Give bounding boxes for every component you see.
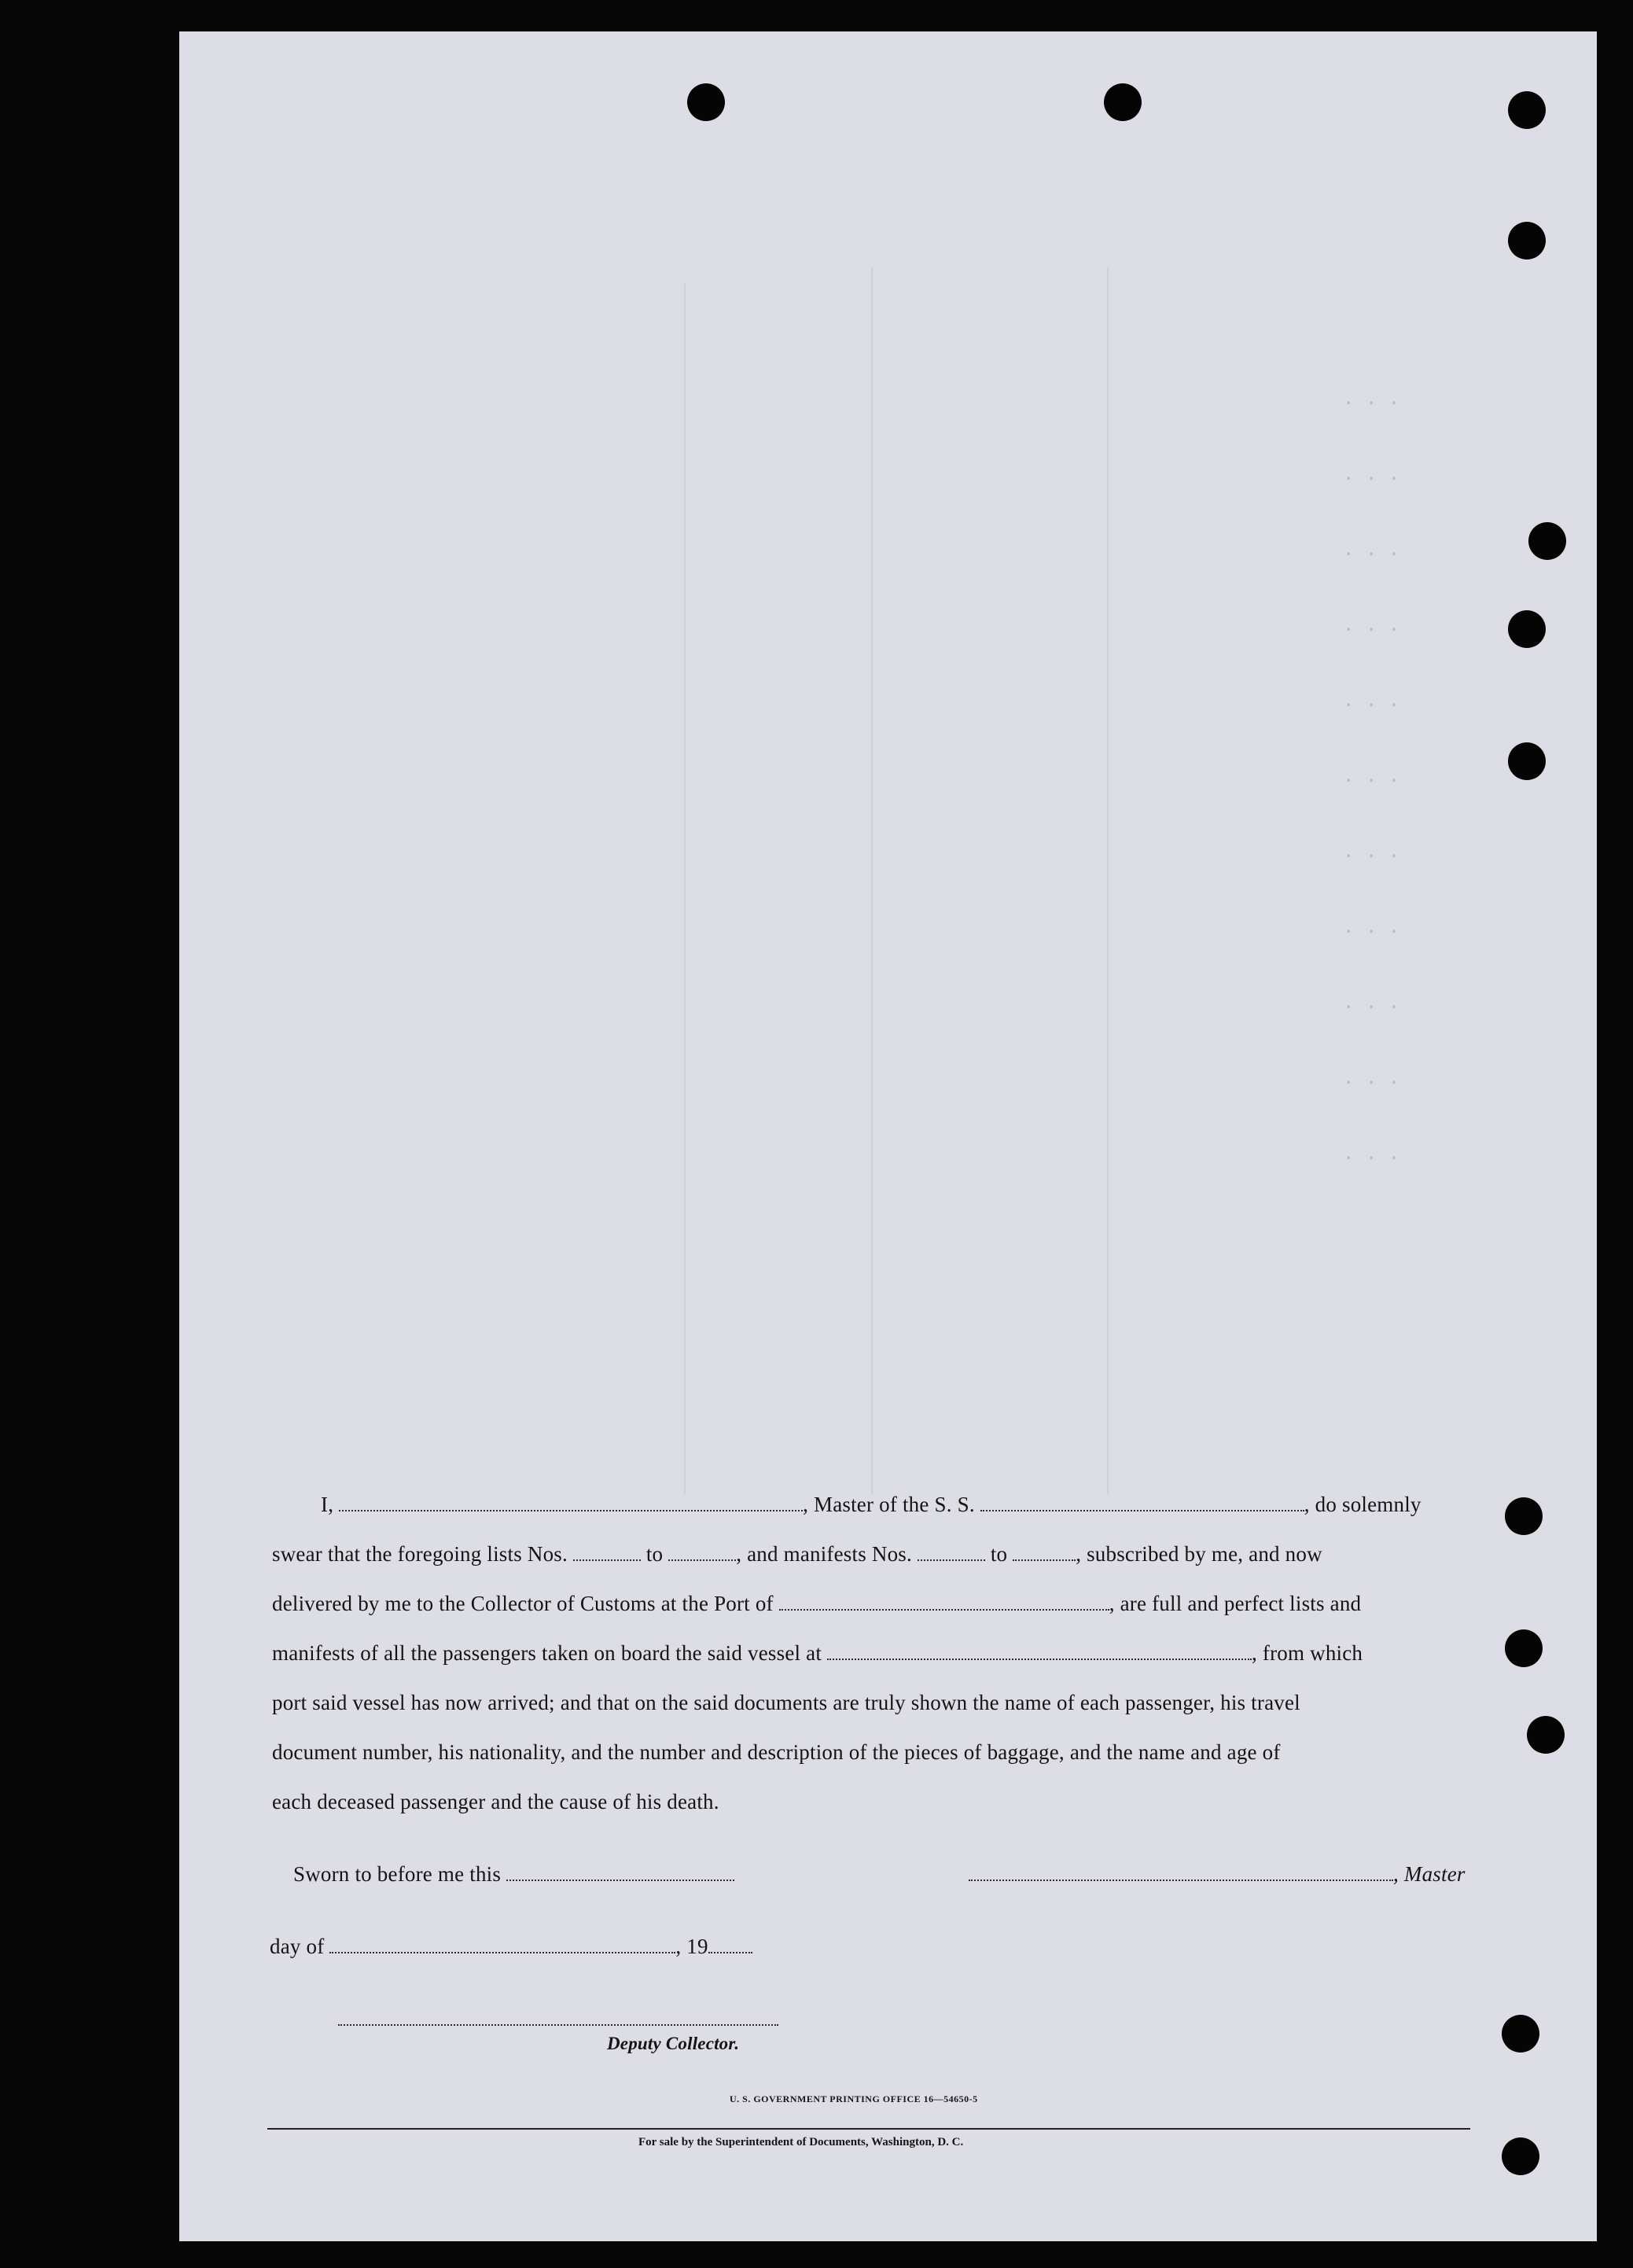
punch-hole (1502, 2015, 1539, 2053)
port-blank (779, 1593, 1109, 1611)
bleed-through-text: . . . (1343, 1066, 1400, 1088)
master-name-blank (339, 1494, 803, 1511)
punch-hole (1508, 742, 1546, 780)
oath-line-2 (272, 1542, 1322, 1567)
bleed-through-text: . . . (1343, 991, 1400, 1013)
bleed-through-text: . . . (1343, 915, 1400, 937)
footer-text: For sale by the Superintendent of Documents, Washington, D. C. (638, 2136, 964, 2148)
master-signature-line (969, 1862, 1466, 1887)
bleed-through-text: . . . (1343, 462, 1400, 484)
bleed-through-text: . . . (1343, 387, 1400, 409)
oath-full-perfect: , are full and perfect lists and (1109, 1592, 1362, 1615)
punch-hole (1502, 2137, 1539, 2175)
sworn-label: Sworn to before me this (293, 1862, 502, 1886)
printing-office-imprint: U. S. GOVERNMENT PRINTING OFFICE 16—54650-5 (730, 2093, 978, 2104)
punch-hole (1508, 610, 1546, 648)
bleed-through-text: . . . (1343, 613, 1400, 635)
footer-rule (267, 2128, 1470, 2130)
oath-line-6: document number, his nationality, and the number and description of the pieces of baggage, and the name and age of (272, 1740, 1281, 1764)
deputy-signature-blank (338, 2024, 778, 2026)
oath-master-of: , Master of the S. S. (803, 1493, 975, 1516)
oath-do-solemnly: , do solemnly (1304, 1493, 1422, 1516)
oath-line-1 (321, 1493, 1422, 1517)
oath-line-3 (272, 1592, 1361, 1616)
punch-hole (1104, 83, 1142, 121)
sworn-line (293, 1862, 734, 1887)
year-blank (708, 1936, 752, 1953)
oath-from-which: , from which (1252, 1641, 1363, 1665)
bleed-through-column-line (684, 283, 686, 1494)
oath-swear: swear that the foregoing lists Nos. (272, 1542, 568, 1566)
oath-delivered: delivered by me to the Collector of Customs at the Port of (272, 1592, 774, 1615)
year-label: , 19 (675, 1935, 708, 1958)
oath-line-5: port said vessel has now arrived; and that on the said documents are truly shown the name of each passenger, his travel (272, 1691, 1300, 1714)
manifests-to-blank (1013, 1544, 1076, 1561)
ship-name-blank (980, 1494, 1304, 1511)
oath-subscribed: , subscribed by me, and now (1076, 1542, 1322, 1566)
oath-manifests: , and manifests Nos. (736, 1542, 912, 1566)
sworn-date-blank (506, 1864, 734, 1881)
oath-to: to (645, 1542, 664, 1566)
bleed-through-column-line (1107, 267, 1109, 1494)
master-signature-blank (969, 1864, 1393, 1881)
bleed-through-column-line (871, 267, 873, 1494)
lists-from-blank (573, 1544, 641, 1561)
embarkation-port-blank (827, 1643, 1252, 1660)
oath-line-4 (272, 1641, 1363, 1666)
bleed-through-text: . . . (1343, 538, 1400, 560)
document-page (179, 31, 1597, 2241)
oath-i: I, (321, 1493, 334, 1516)
punch-hole (1527, 1716, 1565, 1754)
punch-hole (1505, 1629, 1543, 1667)
oath-to-2: to (990, 1542, 1008, 1566)
deputy-collector-label: Deputy Collector. (607, 2034, 740, 2053)
bleed-through-text: . . . (1343, 840, 1400, 862)
punch-hole (1505, 1497, 1543, 1535)
punch-hole (1508, 91, 1546, 129)
bleed-through-text: . . . (1343, 1142, 1400, 1164)
punch-hole (1508, 222, 1546, 260)
manifests-from-blank (918, 1544, 985, 1561)
month-blank (329, 1936, 675, 1953)
punch-hole (1528, 522, 1566, 560)
day-of-line (270, 1935, 752, 1959)
master-label: , Master (1393, 1862, 1466, 1886)
oath-line-7: each deceased passenger and the cause of his death. (272, 1790, 719, 1813)
oath-manifests-taken: manifests of all the passengers taken on board the said vessel at (272, 1641, 822, 1665)
bleed-through-text: . . . (1343, 764, 1400, 786)
day-of-label: day of (270, 1935, 325, 1958)
bleed-through-text: . . . (1343, 689, 1400, 711)
punch-hole (687, 83, 725, 121)
lists-to-blank (668, 1544, 736, 1561)
